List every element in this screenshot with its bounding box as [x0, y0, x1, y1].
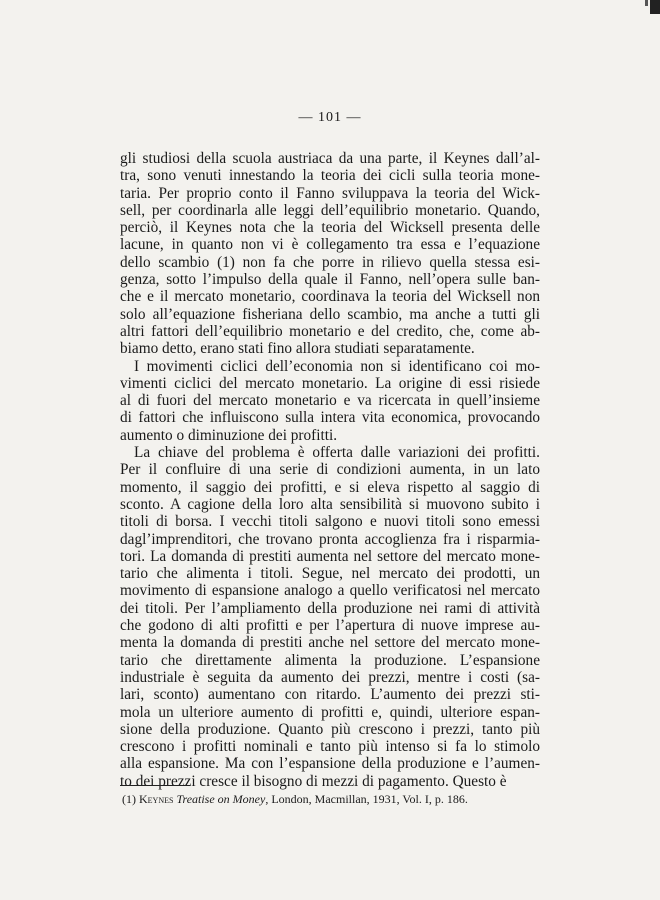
text-line: sione della produzione. Quanto più crescono i prezzi, tanto più — [120, 720, 540, 738]
text-line: La chiave del problema è offerta dalle variazioni dei profitti. — [134, 444, 540, 462]
body-text — [120, 150, 540, 790]
text-line: dagl’imprenditori, che trovano pronta accoglienza fra i risparmia- — [120, 530, 540, 548]
text-line: to dei prezzi cresce il bisogno di mezzi di pagamento. Questo è — [120, 772, 507, 790]
text-line: sell, per coordinarla alle leggi dell’equilibrio monetario. Quando, — [120, 201, 540, 219]
text-line: di fattori che influiscono sulla intera vita economica, provocando — [120, 409, 540, 427]
text-line: aumento o diminuzione dei profitti. — [120, 426, 338, 444]
text-line: perciò, il Keynes nota che la teoria del Wicksell presenta delle — [120, 219, 540, 237]
text-line: tra, sono venuti innestando la teoria dei cicli sulla teoria mone- — [120, 167, 540, 185]
text-line: movimento di espansione analogo a quello verificatosi nel mercato — [120, 582, 540, 600]
text-line: altri fattori dell’equilibrio monetario e del credito, che, come ab- — [120, 322, 540, 340]
text-line: taria. Per proprio conto il Fanno sviluppava la teoria del Wick- — [120, 184, 540, 202]
text-line: vimenti ciclici del mercato monetario. La origine di essi risiede — [120, 374, 540, 392]
scan-corner-mark — [650, 0, 660, 14]
text-line: mola un ulteriore aumento di profitti e, quindi, ulteriore espan- — [120, 703, 540, 721]
paragraph — [120, 150, 540, 358]
text-line: tori. La domanda di prestiti aumenta nel settore del mercato mone- — [120, 547, 540, 565]
text-line: momento, il saggio dei profitti, e si eleva rispetto al saggio di — [120, 478, 540, 496]
footnote-rule — [120, 785, 190, 786]
text-line: lacune, in quanto non vi è collegamento tra essa e l’equazione — [120, 236, 540, 254]
text-line: sconto. A cagione della loro alta sensibilità si muovono subito i — [120, 495, 540, 513]
text-line: I movimenti ciclici dell’economia non si identificano coi mo- — [134, 357, 540, 375]
page-number: — 101 — — [298, 110, 362, 125]
text-line: dello scambio (1) non fa che porre in rilievo quella stessa esi- — [120, 253, 540, 271]
text-line: tario che alimenta i titoli. Segue, nel mercato dei prodotti, un — [120, 565, 540, 583]
text-line: che e il mercato monetario, coordinava la teoria del Wicksell non — [120, 288, 540, 306]
text-line: lari, sconto) aumentano con ritardo. L’aumento dei prezzi sti- — [120, 686, 540, 704]
text-line: alla espansione. Ma con l’espansione della produzione e l’aumen- — [120, 755, 540, 773]
text-line: gli studiosi della scuola austriaca da una parte, il Keynes dall’al- — [120, 150, 540, 167]
text-line: Per il confluire di una serie di condizioni aumenta, in un lato — [120, 461, 540, 479]
footnote-marker: (1) — [122, 792, 136, 806]
text-line: biamo detto, erano stati fino allora studiati separatamente. — [120, 340, 475, 358]
paragraph — [120, 444, 540, 790]
text-line: menta la domanda di prestiti anche nel settore del mercato mone- — [120, 634, 540, 652]
text-line: al di fuori del mercato monetario e va ricercata in quell’insieme — [120, 392, 540, 410]
paragraph — [120, 358, 540, 444]
text-line: industriale è seguita da aumento dei prezzi, mentre i costi (sa- — [120, 668, 540, 686]
text-line: crescono i profitti nominali e tanto più intenso si fa lo stimolo — [120, 738, 540, 756]
text-line: solo all’equazione fisheriana dello scambio, ma anche a tutti gli — [120, 305, 540, 323]
footnote — [122, 792, 542, 807]
scan-corner-mark-small — [645, 0, 648, 6]
footnote-author: Keynes — [139, 792, 174, 806]
footnote-work: Treatise on Money — [176, 792, 266, 806]
text-line: che godono di alti profitti e per l’apertura di nuove imprese au- — [120, 617, 540, 635]
text-line: genza, sotto l’impulso della quale il Fanno, nell’opera sulle ban- — [120, 271, 540, 289]
text-line: dei titoli. Per l’ampliamento della produzione nei rami di attività — [120, 599, 540, 617]
footnote-citation: , London, Macmillan, 1931, Vol. I, p. 186. — [265, 792, 468, 806]
text-line: titoli di borsa. I vecchi titoli salgono e nuovi titoli sono emessi — [120, 513, 540, 531]
text-line: tario che direttamente alimenta la produzione. L’espansione — [120, 651, 540, 669]
